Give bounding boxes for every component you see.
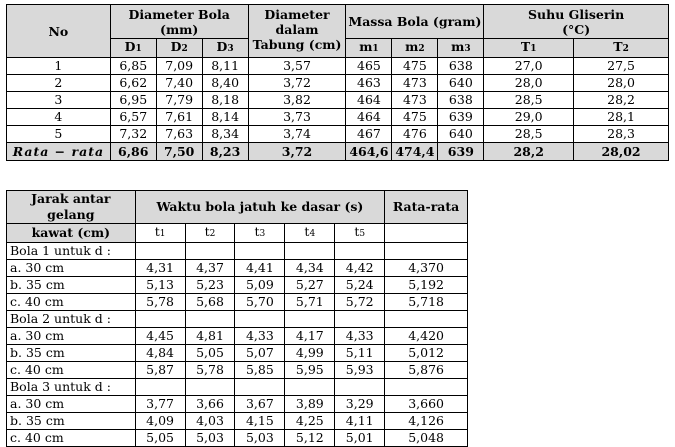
empty-cell bbox=[185, 311, 235, 328]
empty-cell bbox=[385, 243, 468, 260]
table-row bbox=[7, 294, 468, 311]
col-header-diameter-bola bbox=[110, 5, 248, 39]
table-cell: 6,57 bbox=[110, 109, 156, 126]
distance-label: a. 30 cm bbox=[7, 396, 136, 413]
table-cell: 464 bbox=[346, 92, 392, 109]
table-cell: 28,0 bbox=[484, 75, 574, 92]
average-cell: 5,718 bbox=[385, 294, 468, 311]
average-cell: 8,23 bbox=[202, 143, 248, 161]
time-cell: 4,25 bbox=[285, 413, 335, 430]
table-row bbox=[7, 260, 468, 277]
sub-header-d3: D3 bbox=[202, 39, 248, 58]
time-cell: 4,31 bbox=[135, 260, 185, 277]
time-cell: 4,15 bbox=[235, 413, 285, 430]
time-cell: 5,12 bbox=[285, 430, 335, 447]
group-title: Bola 2 untuk d : bbox=[7, 311, 136, 328]
average-cell: 5,048 bbox=[385, 430, 468, 447]
table-cell: 6,95 bbox=[110, 92, 156, 109]
time-cell: 4,33 bbox=[235, 328, 285, 345]
distance-label: a. 30 cm bbox=[7, 260, 136, 277]
empty-cell bbox=[235, 243, 285, 260]
time-cell: 5,78 bbox=[185, 362, 235, 379]
average-cell: 464,6 bbox=[346, 143, 392, 161]
distance-label: c. 40 cm bbox=[7, 362, 136, 379]
average-cell: 6,86 bbox=[110, 143, 156, 161]
average-cell: 5,012 bbox=[385, 345, 468, 362]
time-cell: 5,68 bbox=[185, 294, 235, 311]
diameter-bola-label: Diameter Bola bbox=[128, 6, 230, 22]
table-cell: 3,74 bbox=[248, 126, 346, 143]
empty-cell bbox=[235, 379, 285, 396]
group-title: Bola 1 untuk d : bbox=[7, 243, 136, 260]
empty-cell bbox=[185, 243, 235, 260]
table-cell: 8,40 bbox=[202, 75, 248, 92]
table-cell: 6,85 bbox=[110, 58, 156, 75]
table-cell: 27,5 bbox=[574, 58, 669, 75]
average-row bbox=[7, 143, 669, 161]
average-cell: 4,370 bbox=[385, 260, 468, 277]
average-cell: 5,192 bbox=[385, 277, 468, 294]
distance-label: a. 30 cm bbox=[7, 328, 136, 345]
table-row bbox=[7, 277, 468, 294]
time-cell: 5,87 bbox=[135, 362, 185, 379]
sub-header-m3: m3 bbox=[438, 39, 484, 58]
col-header-jarak: Jarak antar gelang bbox=[7, 191, 136, 224]
group-row bbox=[7, 243, 468, 260]
distance-label: c. 40 cm bbox=[7, 294, 136, 311]
table-cell: 3,82 bbox=[248, 92, 346, 109]
col-header-waktu: Waktu bola jatuh ke dasar (s) bbox=[135, 191, 385, 224]
table-row bbox=[7, 75, 669, 92]
table-cell: 28,0 bbox=[574, 75, 669, 92]
table-row bbox=[7, 109, 669, 126]
average-cell: 4,126 bbox=[385, 413, 468, 430]
table-cell: 8,11 bbox=[202, 58, 248, 75]
time-cell: 5,72 bbox=[335, 294, 385, 311]
row-number: 4 bbox=[7, 109, 111, 126]
table-cell: 640 bbox=[438, 126, 484, 143]
time-cell: 4,84 bbox=[135, 345, 185, 362]
table-cell: 8,34 bbox=[202, 126, 248, 143]
table-row bbox=[7, 126, 669, 143]
time-cell: 4,45 bbox=[135, 328, 185, 345]
group-row bbox=[7, 311, 468, 328]
col-header-rata-rata: Rata-rata bbox=[385, 191, 468, 224]
time-cell: 4,09 bbox=[135, 413, 185, 430]
row-number: 2 bbox=[7, 75, 111, 92]
table-row bbox=[7, 362, 468, 379]
time-cell: 5,09 bbox=[235, 277, 285, 294]
time-cell: 3,29 bbox=[335, 396, 385, 413]
table-cell: 465 bbox=[346, 58, 392, 75]
table-cell: 8,18 bbox=[202, 92, 248, 109]
suhu-unit: (°C) bbox=[562, 21, 591, 37]
table-cell: 7,63 bbox=[156, 126, 202, 143]
distance-label: b. 35 cm bbox=[7, 345, 136, 362]
average-cell: 3,660 bbox=[385, 396, 468, 413]
table-cell: 475 bbox=[392, 58, 438, 75]
time-cell: 3,67 bbox=[235, 396, 285, 413]
empty-cell bbox=[335, 311, 385, 328]
time-cell: 4,99 bbox=[285, 345, 335, 362]
distance-label: b. 35 cm bbox=[7, 413, 136, 430]
sub-header-m1: m1 bbox=[346, 39, 392, 58]
table-cell: 7,32 bbox=[110, 126, 156, 143]
average-cell: 28,2 bbox=[484, 143, 574, 161]
empty-cell bbox=[385, 311, 468, 328]
empty-cell bbox=[135, 311, 185, 328]
table-cell: 7,40 bbox=[156, 75, 202, 92]
sub-header-t3: t3 bbox=[235, 224, 285, 243]
table-cell: 3,73 bbox=[248, 109, 346, 126]
average-cell: 28,02 bbox=[574, 143, 669, 161]
table-cell: 7,61 bbox=[156, 109, 202, 126]
time-cell: 5,70 bbox=[235, 294, 285, 311]
sub-header-d2: D2 bbox=[156, 39, 202, 58]
table-cell: 7,09 bbox=[156, 58, 202, 75]
table-cell: 29,0 bbox=[484, 109, 574, 126]
sub-header-t1: T1 bbox=[484, 39, 574, 58]
row-number: 3 bbox=[7, 92, 111, 109]
row-number: 5 bbox=[7, 126, 111, 143]
empty-cell bbox=[335, 243, 385, 260]
sub-header-t2: T2 bbox=[574, 39, 669, 58]
time-cell: 5,24 bbox=[335, 277, 385, 294]
time-cell: 3,66 bbox=[185, 396, 235, 413]
table-cell: 476 bbox=[392, 126, 438, 143]
table-cell: 28,5 bbox=[484, 92, 574, 109]
table-cell: 28,2 bbox=[574, 92, 669, 109]
average-cell: 474,4 bbox=[392, 143, 438, 161]
table-cell: 473 bbox=[392, 75, 438, 92]
time-cell: 5,01 bbox=[335, 430, 385, 447]
average-cell: 639 bbox=[438, 143, 484, 161]
average-cell: 3,72 bbox=[248, 143, 346, 161]
time-cell: 4,17 bbox=[285, 328, 335, 345]
table-cell: 3,72 bbox=[248, 75, 346, 92]
table-row bbox=[7, 430, 468, 447]
empty-cell bbox=[385, 379, 468, 396]
sub-header-t4: t4 bbox=[285, 224, 335, 243]
table2-body bbox=[7, 243, 468, 447]
table1-body bbox=[7, 58, 669, 161]
time-cell: 4,41 bbox=[235, 260, 285, 277]
empty-cell bbox=[285, 243, 335, 260]
empty-cell bbox=[135, 243, 185, 260]
suhu-label: Suhu Gliserin bbox=[528, 6, 625, 22]
time-cell: 5,13 bbox=[135, 277, 185, 294]
time-cell: 3,89 bbox=[285, 396, 335, 413]
time-cell: 5,05 bbox=[135, 430, 185, 447]
time-cell: 4,37 bbox=[185, 260, 235, 277]
table-row bbox=[7, 345, 468, 362]
distance-label: c. 40 cm bbox=[7, 430, 136, 447]
time-cell: 4,03 bbox=[185, 413, 235, 430]
time-cell: 4,11 bbox=[335, 413, 385, 430]
table-cell: 467 bbox=[346, 126, 392, 143]
table-cell: 640 bbox=[438, 75, 484, 92]
time-cell: 5,07 bbox=[235, 345, 285, 362]
average-cell: 4,420 bbox=[385, 328, 468, 345]
time-cell: 5,03 bbox=[235, 430, 285, 447]
time-cell: 5,85 bbox=[235, 362, 285, 379]
table-cell: 639 bbox=[438, 109, 484, 126]
sub-header-t2: t2 bbox=[185, 224, 235, 243]
group-row bbox=[7, 379, 468, 396]
col-header-jarak-unit: kawat (cm) bbox=[7, 224, 136, 243]
sub-header-row-2 bbox=[7, 224, 468, 243]
time-cell: 5,23 bbox=[185, 277, 235, 294]
table-row bbox=[7, 58, 669, 75]
measurement-table bbox=[6, 4, 669, 161]
col-header-diameter-tabung bbox=[248, 5, 346, 58]
empty-cell bbox=[335, 379, 385, 396]
table-cell: 7,79 bbox=[156, 92, 202, 109]
table-cell: 28,5 bbox=[484, 126, 574, 143]
table-cell: 27,0 bbox=[484, 58, 574, 75]
time-cell: 4,81 bbox=[185, 328, 235, 345]
sub-header-d1: D1 bbox=[110, 39, 156, 58]
diameter-tabung-line1: Diameter bbox=[264, 7, 330, 22]
table-cell: 464 bbox=[346, 109, 392, 126]
col-header-suhu-gliserin bbox=[484, 5, 669, 39]
time-cell: 5,95 bbox=[285, 362, 335, 379]
sub-header-t5: t5 bbox=[335, 224, 385, 243]
row-number: 1 bbox=[7, 58, 111, 75]
table-row bbox=[7, 396, 468, 413]
time-cell: 5,27 bbox=[285, 277, 335, 294]
table-cell: 638 bbox=[438, 58, 484, 75]
table-cell: 28,3 bbox=[574, 126, 669, 143]
group-title: Bola 3 untuk d : bbox=[7, 379, 136, 396]
table-cell: 8,14 bbox=[202, 109, 248, 126]
empty-cell bbox=[135, 379, 185, 396]
average-label: Rata − rata bbox=[7, 143, 111, 161]
table-row bbox=[7, 413, 468, 430]
sub-header-blank bbox=[385, 224, 468, 243]
time-cell: 5,78 bbox=[135, 294, 185, 311]
distance-label: b. 35 cm bbox=[7, 277, 136, 294]
diameter-tabung-line3: Tabung (cm) bbox=[252, 37, 342, 52]
sub-header-t1: t1 bbox=[135, 224, 185, 243]
table-cell: 473 bbox=[392, 92, 438, 109]
col-header-massa-bola: Massa Bola (gram) bbox=[346, 5, 484, 39]
empty-cell bbox=[235, 311, 285, 328]
time-cell: 5,71 bbox=[285, 294, 335, 311]
sub-header-m2: m2 bbox=[392, 39, 438, 58]
table-cell: 463 bbox=[346, 75, 392, 92]
table-cell: 638 bbox=[438, 92, 484, 109]
time-cell: 3,77 bbox=[135, 396, 185, 413]
table-cell: 28,1 bbox=[574, 109, 669, 126]
table-cell: 6,62 bbox=[110, 75, 156, 92]
empty-cell bbox=[185, 379, 235, 396]
diameter-tabung-line2: dalam bbox=[275, 22, 319, 37]
time-cell: 5,03 bbox=[185, 430, 235, 447]
time-cell: 5,11 bbox=[335, 345, 385, 362]
time-cell: 4,42 bbox=[335, 260, 385, 277]
empty-cell bbox=[285, 311, 335, 328]
table-row bbox=[7, 92, 669, 109]
col-header-no: No bbox=[7, 5, 111, 58]
time-cell: 4,33 bbox=[335, 328, 385, 345]
table-row bbox=[7, 328, 468, 345]
table-cell: 3,57 bbox=[248, 58, 346, 75]
diameter-bola-unit: (mm) bbox=[160, 21, 199, 37]
time-cell: 5,05 bbox=[185, 345, 235, 362]
table-cell: 475 bbox=[392, 109, 438, 126]
time-cell: 4,34 bbox=[285, 260, 335, 277]
average-cell: 5,876 bbox=[385, 362, 468, 379]
time-cell: 5,93 bbox=[335, 362, 385, 379]
empty-cell bbox=[285, 379, 335, 396]
fall-time-table bbox=[6, 190, 468, 447]
average-cell: 7,50 bbox=[156, 143, 202, 161]
